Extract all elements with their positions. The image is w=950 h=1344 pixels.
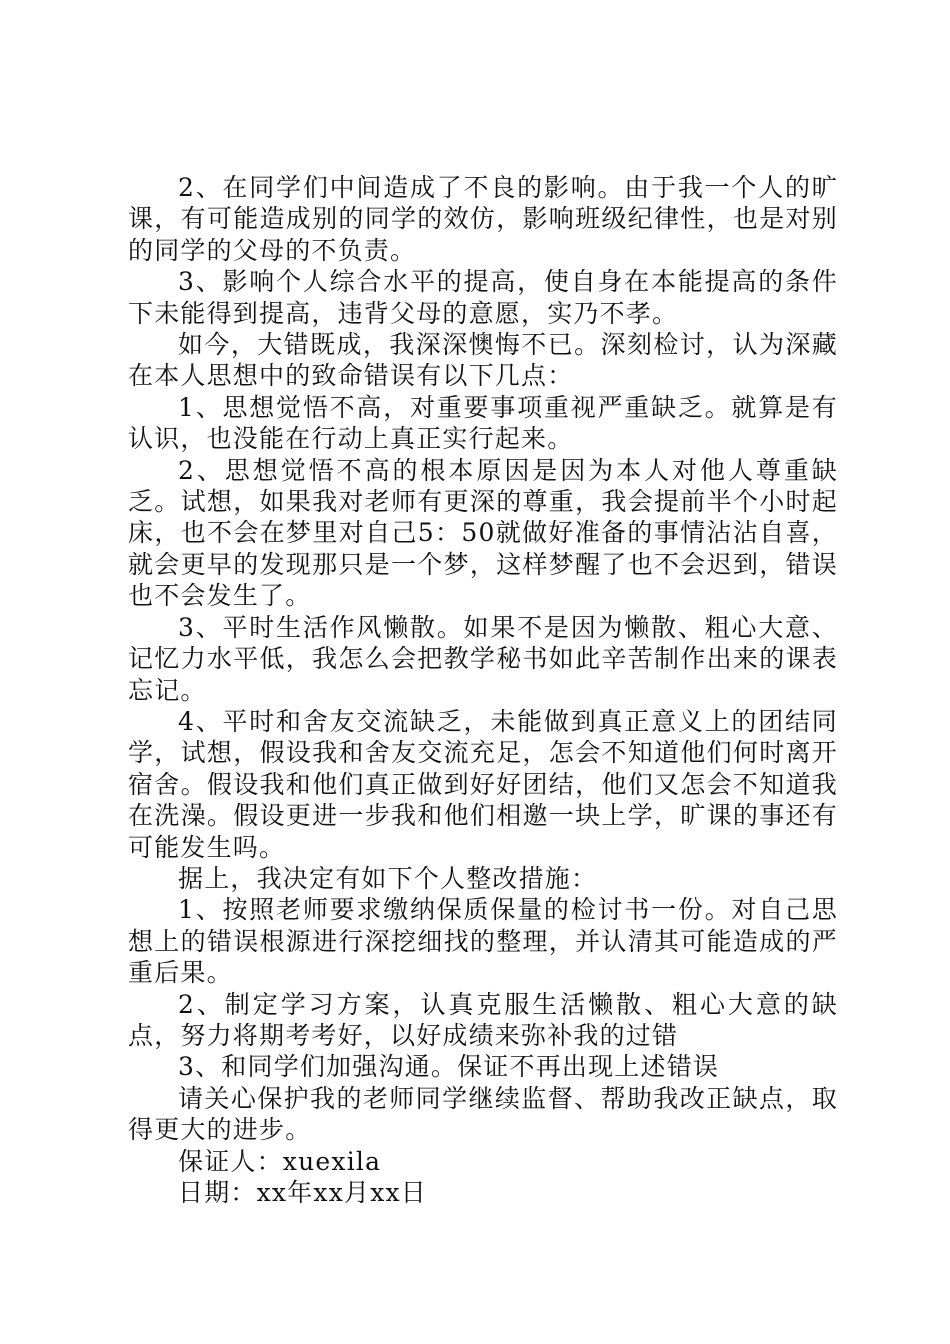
date-line: 日期：xx年xx月xx日 — [178, 1178, 427, 1207]
paragraph-impact-personal: 3、影响个人综合水平的提高，使自身在本能提高的条件下未能得到提高，违背父母的意愿，实乃不孝。 — [128, 267, 838, 328]
paragraph-error-4: 4、平时和舍友交流缺乏，未能做到真正意义上的团结同学，试想，假设我和舍友交流充足，怎会不知道他们何时离开宿舍。假设我和他们真正做到好好团结，他们又怎会不知道我在洗澡。假设更进一步我和他们相邀一块上学，旷课的事还有可能发生吗。 — [128, 706, 838, 862]
paragraph-error-1: 1、思想觉悟不高，对重要事项重视严重缺乏。就算是有认识，也没能在行动上真正实行起来。 — [128, 392, 838, 454]
paragraph-error-3: 3、平时生活作风懒散。如果不是因为懒散、粗心大意、记忆力水平低，我怎么会把教学秘书如此辛苦制作出来的课表忘记。 — [128, 612, 838, 705]
paragraph-measure-3: 3、和同学们加强沟通。保证不再出现上述错误 — [178, 1052, 720, 1082]
document-body — [128, 172, 838, 1208]
paragraph-measure-2: 2、制定学习方案，认真克服生活懒散、粗心大意的缺点，努力将期考考好，以好成绩来弥补我的过错 — [128, 989, 838, 1050]
paragraph-impact-classmates: 2、在同学们中间造成了不良的影响。由于我一个人的旷课，有可能造成别的同学的效仿，影响班级纪律性，也是对别的同学的父母的不负责。 — [128, 173, 838, 265]
guarantor-line: 保证人：xuexila — [178, 1146, 382, 1176]
paragraph-error-2: 2、思想觉悟不高的根本原因是因为本人对他人尊重缺乏。试想，如果我对老师有更深的尊重，我会提前半个小时起床，也不会在梦里对自己5：50就做好准备的事情沾沾自喜，就会更早的发现那只是一个梦，这样梦醒了也不会迟到，错误也不会发生了。 — [128, 455, 838, 611]
paragraph-measures-intro: 据上，我决定有如下个人整改措施： — [178, 863, 598, 893]
paragraph-closing-request: 请关心保护我的老师同学继续监督、帮助我改正缺点，取得更大的进步。 — [128, 1083, 838, 1145]
paragraph-reflection-intro: 如今，大错既成，我深深懊悔不已。深刻检讨，认为深藏在本人思想中的致命错误有以下几点： — [128, 330, 838, 391]
paragraph-measure-1: 1、按照老师要求缴纳保质保量的检讨书一份。对自己思想上的错误根源进行深挖细找的整理，并认清其可能造成的严重后果。 — [128, 895, 838, 988]
